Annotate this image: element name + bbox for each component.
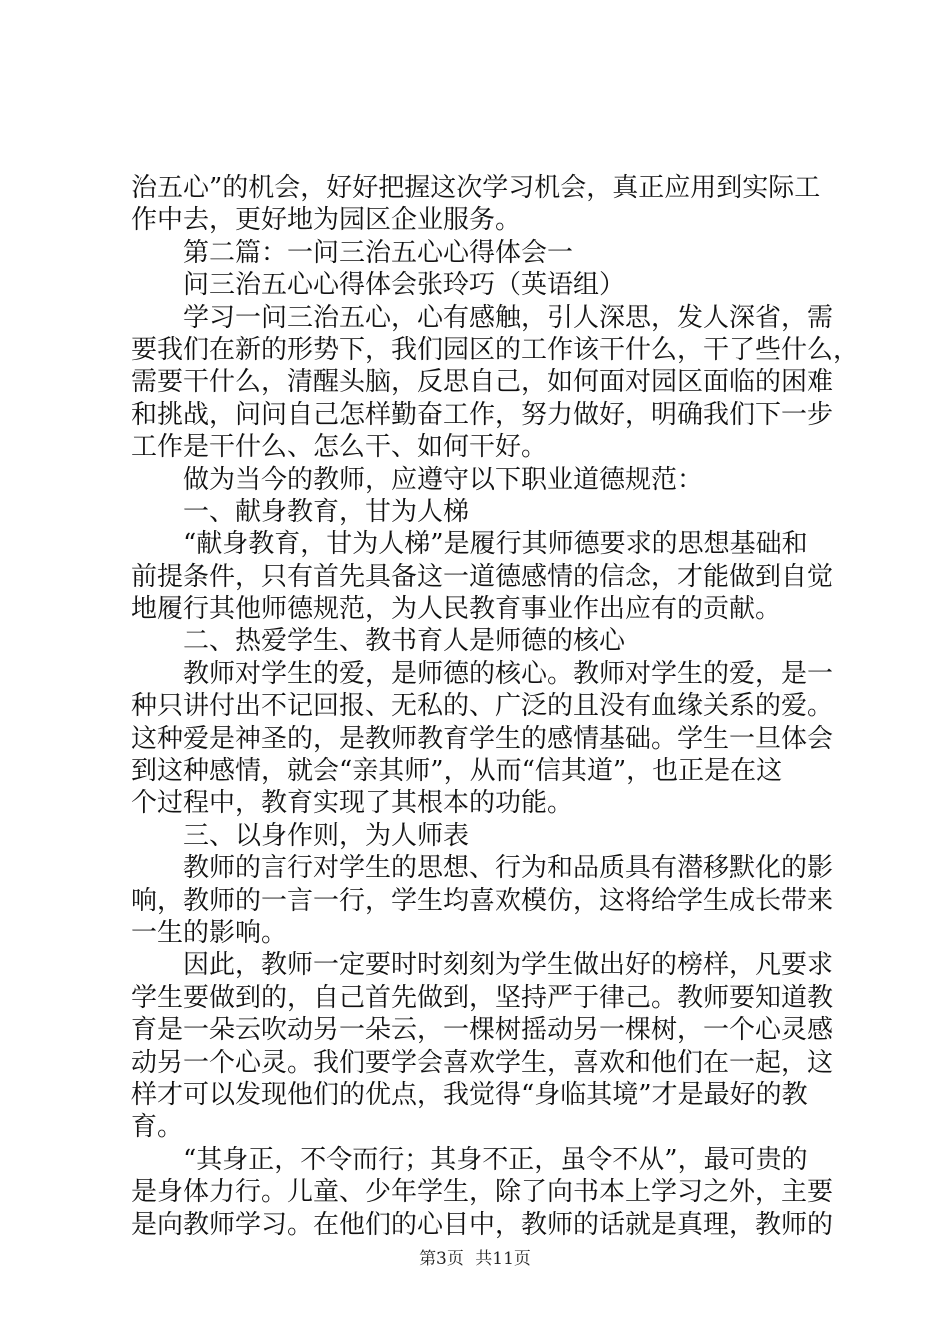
text-line: 是向教师学习。在他们的心目中，教师的话就是真理，教师的 [131, 1209, 834, 1240]
text-line: “其身正，不令而行；其身不正，虽令不从”，最可贵的 [183, 1144, 808, 1175]
text-line: 作中去，更好地为园区企业服务。 [131, 205, 522, 236]
text-line: 个过程中，教育实现了其根本的功能。 [131, 788, 574, 819]
text-line: 育是一朵云吹动另一朵云，一棵树摇动另一棵树，一个心灵感 [131, 1015, 834, 1046]
list-heading: 三、以身作则，为人师表 [183, 820, 470, 851]
text-line: 一生的影响。 [131, 917, 288, 948]
list-heading: 一、献身教育，甘为人梯 [183, 496, 470, 527]
text-line: 种只讲付出不记回报、无私的、广泛的且没有血缘关系的爱。 [131, 691, 834, 722]
text-line: “献身教育，甘为人梯”是履行其师德要求的思想基础和 [183, 529, 808, 560]
list-heading: 二、热爱学生、教书育人是师德的核心 [183, 626, 626, 657]
text-line: 工作是干什么、怎么干、如何干好。 [131, 432, 548, 463]
page-footer [0, 1244, 950, 1269]
text-line: 要我们在新的形势下，我们园区的工作该干什么，干了些什么， [131, 334, 860, 365]
text-line: 响，教师的一言一行，学生均喜欢模仿，这将给学生成长带来 [131, 885, 834, 916]
text-line: 做为当今的教师，应遵守以下职业道德规范： [183, 464, 704, 495]
text-line: 前提条件，只有首先具备这一道德感情的信念，才能做到自觉 [131, 561, 834, 592]
text-line: 是身体力行。儿童、少年学生，除了向书本上学习之外，主要 [131, 1177, 834, 1208]
text-line: 教师对学生的爱，是师德的核心。教师对学生的爱，是一 [183, 658, 834, 689]
text-line: 学习一问三治五心，心有感触，引人深思，发人深省，需 [183, 302, 834, 333]
text-line: 地履行其他师德规范，为人民教育事业作出应有的贡献。 [131, 594, 782, 625]
text-line: 和挑战，问问自己怎样勤奋工作，努力做好，明确我们下一步 [131, 399, 834, 430]
section-heading: 第二篇：一问三治五心心得体会一 [183, 237, 574, 268]
text-line: 治五心”的机会，好好把握这次学习机会，真正应用到实际工 [131, 173, 821, 203]
page-number: 第3页 [419, 1249, 464, 1269]
page-total: 共11页 [475, 1249, 531, 1269]
section-subheading: 问三治五心心得体会张玲巧（英语组） [183, 270, 626, 301]
text-line: 因此，教师一定要时时刻刻为学生做出好的榜样，凡要求 [183, 950, 834, 981]
text-line: 到这种感情，就会“亲其师”，从而“信其道”，也正是在这 [131, 756, 783, 787]
text-line: 学生要做到的，自己首先做到，坚持严于律己。教师要知道教 [131, 982, 834, 1013]
document-body [131, 172, 860, 1241]
text-line: 需要干什么，清醒头脑，反思自己，如何面对园区面临的困难 [131, 367, 834, 398]
text-line: 这种爱是神圣的，是教师教育学生的感情基础。学生一旦体会 [131, 723, 834, 754]
text-line: 育。 [131, 1112, 184, 1143]
text-line: 动另一个心灵。我们要学会喜欢学生，喜欢和他们在一起，这 [131, 1047, 834, 1078]
text-line: 教师的言行对学生的思想、行为和品质具有潜移默化的影 [183, 853, 834, 884]
text-line: 样才可以发现他们的优点，我觉得“身临其境”才是最好的教 [131, 1079, 808, 1110]
